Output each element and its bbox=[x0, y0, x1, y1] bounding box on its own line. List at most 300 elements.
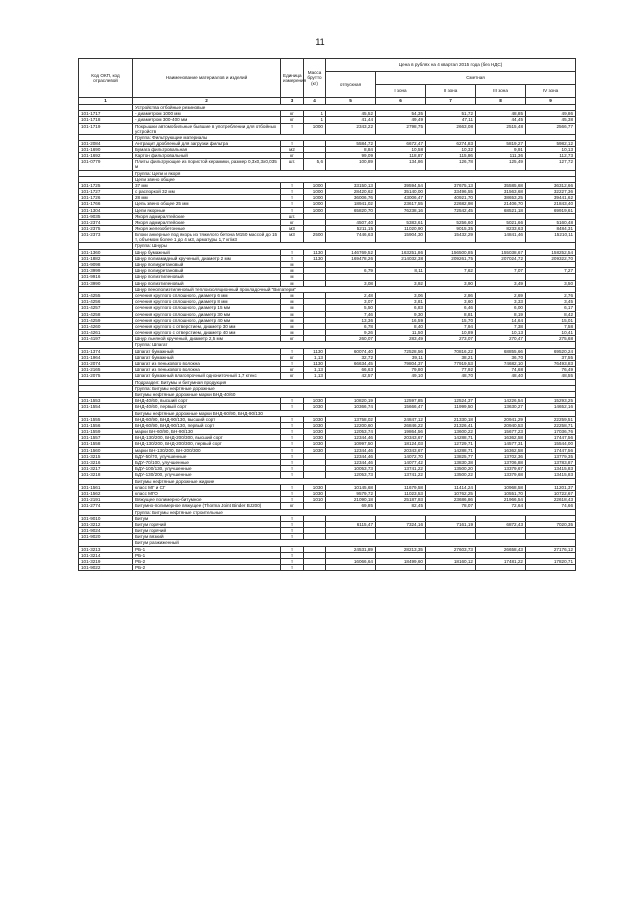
mass-cell: 1030 bbox=[304, 441, 326, 447]
zone-1-price-cell: 11,50 bbox=[376, 330, 426, 336]
zone-3-price-cell: 6,00 bbox=[476, 305, 526, 311]
zone-3-price-cell: 125,49 bbox=[476, 159, 526, 170]
zone-4-price-cell: 7,27 bbox=[526, 268, 576, 274]
mass-cell bbox=[304, 565, 326, 571]
release-price-cell: 6,79 bbox=[326, 268, 376, 274]
zone-3-price-cell: 14226,54 bbox=[476, 398, 526, 404]
mass-cell: 1030 bbox=[304, 422, 326, 428]
code-cell: 101-3219 bbox=[79, 559, 133, 565]
zone-4-price-cell: 8484,31 bbox=[526, 226, 576, 232]
release-price-cell: 60074,40 bbox=[326, 348, 376, 354]
zone-1-price-cell: 72528,56 bbox=[376, 348, 426, 354]
zone-3-price-cell: 21966,54 bbox=[476, 497, 526, 503]
name-cell: Бумага фильтровальная bbox=[133, 147, 281, 153]
zone-4-price-cell: 158252,54 bbox=[526, 249, 576, 255]
mass-cell: 1000 bbox=[304, 201, 326, 207]
name-cell: - диаметром 300-400 мм bbox=[133, 117, 281, 123]
code-cell: 101-1690 bbox=[79, 147, 133, 153]
code-cell: 101-9098 bbox=[79, 262, 133, 268]
zone-2-price-cell: 40921,70 bbox=[426, 195, 476, 201]
zone-1-price-cell: 6672,47 bbox=[376, 140, 426, 146]
zone-3-price-cell bbox=[476, 565, 526, 571]
zone-4-price-cell: 6,17 bbox=[526, 305, 576, 311]
code-cell: 101-1719 bbox=[79, 123, 133, 134]
name-cell: 28 мм bbox=[133, 195, 281, 201]
code-cell: 101-3999 bbox=[79, 268, 133, 274]
zone-3-price-cell: 48,40 bbox=[476, 373, 526, 379]
code-cell: 101-1555 bbox=[79, 416, 133, 422]
zone-3-price-cell: 13706,88 bbox=[476, 460, 526, 466]
zone-3-price-cell: 38653,25 bbox=[476, 195, 526, 201]
name-cell: марки БН-60/90, БН-90/130 bbox=[133, 429, 281, 435]
release-price-cell: 28420,62 bbox=[326, 189, 376, 195]
zone-4-price-cell: 127,72 bbox=[526, 159, 576, 170]
name-cell: Вяжущее полимерно-битумное bbox=[133, 497, 281, 503]
release-price-cell: 10053,73 bbox=[326, 466, 376, 472]
name-cell: Картон фильтровальный bbox=[133, 153, 281, 159]
mass-cell: 1000 bbox=[304, 207, 326, 213]
name-cell: Блоки анкерные под якорь из тяжелого бетона М150 массой до 15 т, объемом более 1 до 4 м3, арматуры 1,7 кг/м3 bbox=[133, 232, 281, 243]
header-release: отпускная bbox=[326, 72, 376, 98]
code-cell: 101-4258 bbox=[79, 311, 133, 317]
name-cell: Шпагат из пенькового волокна bbox=[133, 367, 281, 373]
name-cell: Шнур полиэтиленовый bbox=[133, 274, 281, 280]
zone-4-price-cell: 32227,36 bbox=[526, 189, 576, 195]
code-cell: 101-4257 bbox=[79, 305, 133, 311]
code-cell: 101-9010 bbox=[79, 515, 133, 521]
zone-3-price-cell: 48,85 bbox=[476, 111, 526, 117]
name-cell: - диаметром 1000 мм bbox=[133, 111, 281, 117]
zone-1-price-cell: 39594,54 bbox=[376, 182, 426, 188]
name-cell: Битумно-полимерное вяжущее (Thorma Joint Binder BJ200) bbox=[133, 503, 281, 509]
zone-3-price-cell: 13702,36 bbox=[476, 453, 526, 459]
release-price-cell: 12344,46 bbox=[326, 460, 376, 466]
release-price-cell: 3,08 bbox=[326, 280, 376, 286]
unit-cell: т bbox=[281, 189, 304, 195]
zone-1-price-cell: 6,83 bbox=[376, 305, 426, 311]
release-price-cell: 10145,68 bbox=[326, 484, 376, 490]
code-cell: 101-1553 bbox=[79, 398, 133, 404]
unit-cell: т bbox=[281, 534, 304, 540]
header-estimate: Сметная bbox=[376, 72, 576, 85]
name-cell: Битум горячий bbox=[133, 528, 281, 534]
mass-cell: 1000 bbox=[304, 123, 326, 134]
mass-cell: 1130 bbox=[304, 249, 326, 255]
name-cell: БНД-40/60, первый сорт bbox=[133, 404, 281, 410]
unit-cell: м bbox=[281, 280, 304, 286]
name-cell: РБ-1 bbox=[133, 552, 281, 558]
zone-1-price-cell: 43006,47 bbox=[376, 195, 426, 201]
column-index: 6 bbox=[376, 98, 426, 105]
name-cell: с распоркой 32 мм bbox=[133, 189, 281, 195]
zone-2-price-cell: 47,11 bbox=[426, 117, 476, 123]
code-cell: 101-3215 bbox=[79, 453, 133, 459]
unit-cell: м2 bbox=[281, 147, 304, 153]
page-number: 11 bbox=[315, 37, 325, 47]
unit-cell: т bbox=[281, 429, 304, 435]
zone-1-price-cell: 23617,55 bbox=[376, 201, 426, 207]
zone-3-price-cell: 111,36 bbox=[476, 153, 526, 159]
release-price-cell: 21090,18 bbox=[326, 497, 376, 503]
zone-4-price-cell: 10722,67 bbox=[526, 490, 576, 496]
group-heading: Битумы нефтяные дорожные жидкие bbox=[133, 478, 576, 484]
zone-2-price-cell: 273,07 bbox=[426, 336, 476, 342]
zone-3-price-cell: 13379,67 bbox=[476, 466, 526, 472]
code-cell: 101-1718 bbox=[79, 117, 133, 123]
release-price-cell: 5584,72 bbox=[326, 140, 376, 146]
unit-cell: м3 bbox=[281, 232, 304, 243]
header-zone-3: III зона bbox=[476, 85, 526, 98]
code-cell: 101-1560 bbox=[79, 447, 133, 453]
group-heading: Группа: Битумы нефтяные строительные bbox=[133, 509, 576, 515]
code-cell: 101-1725 bbox=[79, 182, 133, 188]
zone-2-price-cell: 15432,29 bbox=[426, 232, 476, 243]
name-cell: класс МГО bbox=[133, 490, 281, 496]
zone-2-price-cell: 77,92 bbox=[426, 367, 476, 373]
unit-cell: т bbox=[281, 416, 304, 422]
name-cell: Шпагат из пенькового волокна bbox=[133, 361, 281, 367]
zone-2-price-cell: 9015,35 bbox=[426, 226, 476, 232]
name-cell: Цепь звено общее 25 мм bbox=[133, 201, 281, 207]
zone-3-price-cell: 5819,27 bbox=[476, 140, 526, 146]
zone-3-price-cell: 74,68 bbox=[476, 367, 526, 373]
unit-cell: кг bbox=[281, 373, 304, 379]
unit-cell: т bbox=[281, 552, 304, 558]
zone-1-price-cell bbox=[376, 565, 426, 571]
mass-cell: 1030 bbox=[304, 429, 326, 435]
release-price-cell: 33150,13 bbox=[326, 182, 376, 188]
name-cell: Битум горячий bbox=[133, 521, 281, 527]
zone-2-price-cell: 21326,41 bbox=[426, 422, 476, 428]
zone-1-price-cell: 14072,70 bbox=[376, 453, 426, 459]
zone-3-price-cell: 8,19 bbox=[476, 311, 526, 317]
zone-4-price-cell: 39441,62 bbox=[526, 195, 576, 201]
release-price-cell: 2,48 bbox=[326, 292, 376, 298]
zone-4-price-cell: 2566,77 bbox=[526, 123, 576, 134]
zone-4-price-cell: 22258,71 bbox=[526, 422, 576, 428]
name-cell: сечения круглого сплошного, диаметр 6 мм bbox=[133, 292, 281, 298]
unit-cell: т bbox=[281, 441, 304, 447]
mass-cell: 5,6 bbox=[304, 159, 326, 170]
release-price-cell: 260,07 bbox=[326, 336, 376, 342]
unit-cell: т bbox=[281, 528, 304, 534]
name-cell: БНД-60/90, БНД-90/130, высший сорт bbox=[133, 416, 281, 422]
code-cell: 101-3218 bbox=[79, 472, 133, 478]
unit-cell: кг bbox=[281, 111, 304, 117]
release-price-cell: 5211,15 bbox=[326, 226, 376, 232]
table-row bbox=[79, 565, 576, 571]
code-cell: 101-2165 bbox=[79, 367, 133, 373]
release-price-cell bbox=[326, 565, 376, 571]
unit-cell: кг bbox=[281, 117, 304, 123]
unit-cell: т bbox=[281, 559, 304, 565]
zone-3-price-cell: 13630,27 bbox=[476, 404, 526, 410]
group-heading: Группа: Шнуры bbox=[133, 243, 576, 249]
code-cell: 101-4260 bbox=[79, 323, 133, 329]
code-cell: 101-2075 bbox=[79, 373, 133, 379]
release-price-cell: 8,84 bbox=[326, 147, 376, 153]
name-cell: Шпагат бумажный влагопрочный однониточный 1,7 ктекс bbox=[133, 373, 281, 379]
zone-3-price-cell: 31563,68 bbox=[476, 189, 526, 195]
group-heading: Цепи звено общее bbox=[133, 176, 576, 182]
code-cell: 101-3213 bbox=[79, 546, 133, 552]
zone-2-price-cell: 6274,83 bbox=[426, 140, 476, 146]
unit-cell: т bbox=[281, 123, 304, 134]
zone-3-price-cell: 207024,72 bbox=[476, 255, 526, 261]
unit-cell: м bbox=[281, 274, 304, 280]
code-cell: 101-2373 bbox=[79, 232, 133, 243]
code-cell: 101-0779 bbox=[79, 159, 133, 170]
zone-1-price-cell: 14077,42 bbox=[376, 460, 426, 466]
zone-3-price-cell: 44,45 bbox=[476, 117, 526, 123]
name-cell: Битум bbox=[133, 515, 281, 521]
zone-3-price-cell: 16362,58 bbox=[476, 447, 526, 453]
name-cell: БНД-60/90, БНД-90/130, первый сорт bbox=[133, 422, 281, 428]
code-cell: 101-9020 bbox=[79, 534, 133, 540]
zone-4-price-cell: 17447,56 bbox=[526, 447, 576, 453]
release-price-cell: 66,63 bbox=[326, 367, 376, 373]
name-cell: РБ-1 bbox=[133, 546, 281, 552]
zone-2-price-cell bbox=[426, 565, 476, 571]
table-row bbox=[79, 232, 576, 243]
zone-1-price-cell: 20343,67 bbox=[376, 447, 426, 453]
code-cell: 101-1561 bbox=[79, 484, 133, 490]
zone-1-price-cell: 26846,22 bbox=[376, 422, 426, 428]
name-cell: Шнур бумажный bbox=[133, 249, 281, 255]
zone-2-price-cell: 22682,98 bbox=[426, 201, 476, 207]
unit-cell: кг bbox=[281, 367, 304, 373]
code-cell: 101-1554 bbox=[79, 404, 133, 410]
zone-4-price-cell bbox=[526, 565, 576, 571]
mass-cell: 1,13 bbox=[304, 373, 326, 379]
header-name: Наименование материалов и изделий bbox=[133, 59, 281, 98]
zone-2-price-cell: 33496,55 bbox=[426, 189, 476, 195]
unit-cell: т bbox=[281, 447, 304, 453]
zone-4-price-cell: 48,55 bbox=[526, 373, 576, 379]
zone-4-price-cell: 7,58 bbox=[526, 323, 576, 329]
zone-2-price-cell: 23686,86 bbox=[426, 497, 476, 503]
zone-2-price-cell: 13500,22 bbox=[426, 472, 476, 478]
release-price-cell: 12200,60 bbox=[326, 422, 376, 428]
mass-cell: 1 bbox=[304, 111, 326, 117]
name-cell: Антрацит дробленый для загрузки фильтра bbox=[133, 140, 281, 146]
code-cell: 101-1692 bbox=[79, 153, 133, 159]
zone-4-price-cell: 13415,83 bbox=[526, 472, 576, 478]
zone-4-price-cell: 17447,56 bbox=[526, 435, 576, 441]
zone-3-price-cell: 14841,46 bbox=[476, 232, 526, 243]
mass-cell: 1030 bbox=[304, 490, 326, 496]
zone-1-price-cell: 18124,03 bbox=[376, 441, 426, 447]
zone-1-price-cell: 214032,38 bbox=[376, 255, 426, 261]
unit-cell: т bbox=[281, 404, 304, 410]
code-cell: 101-4256 bbox=[79, 299, 133, 305]
zone-3-price-cell: 17481,22 bbox=[476, 559, 526, 565]
code-cell: 101-3216 bbox=[79, 460, 133, 466]
zone-1-price-cell: 283,49 bbox=[376, 336, 426, 342]
zone-3-price-cell: 35585,68 bbox=[476, 182, 526, 188]
code-cell: 101-1557 bbox=[79, 435, 133, 441]
unit-cell: т bbox=[281, 515, 304, 521]
release-price-cell: 10820,19 bbox=[326, 398, 376, 404]
table-row bbox=[79, 159, 576, 170]
zone-3-price-cell: 14577,31 bbox=[476, 441, 526, 447]
column-index: 8 bbox=[476, 98, 526, 105]
zone-4-price-cell: 5160,48 bbox=[526, 220, 576, 226]
code-cell: 101-1360 bbox=[79, 249, 133, 255]
zone-1-price-cell: 25187,93 bbox=[376, 497, 426, 503]
zone-4-price-cell: 36312,66 bbox=[526, 182, 576, 188]
release-price-cell: 32,72 bbox=[326, 354, 376, 360]
unit-cell: т bbox=[281, 195, 304, 201]
name-cell: БДУ-70/100, улучшенные bbox=[133, 460, 281, 466]
code-cell: 101-1717 bbox=[79, 111, 133, 117]
column-index: 1 bbox=[79, 98, 133, 105]
column-index: 7 bbox=[426, 98, 476, 105]
column-index: 3 bbox=[281, 98, 304, 105]
unit-cell: т bbox=[281, 422, 304, 428]
zone-1-price-cell: 79,80 bbox=[376, 367, 426, 373]
zone-2-price-cell: 14288,71 bbox=[426, 435, 476, 441]
zone-1-price-cell: 76238,16 bbox=[376, 207, 426, 213]
name-cell: сечения круглого сплошного, диаметр 40 мм bbox=[133, 317, 281, 323]
release-price-cell: 12344,46 bbox=[326, 453, 376, 459]
code-cell: 101-4255 bbox=[79, 292, 133, 298]
zone-4-price-cell: 14652,16 bbox=[526, 404, 576, 410]
price-table bbox=[78, 58, 576, 571]
zone-4-price-cell: 13779,35 bbox=[526, 453, 576, 459]
release-price-cell: 9,26 bbox=[326, 330, 376, 336]
zone-1-price-cell: 163251,86 bbox=[376, 249, 426, 255]
zone-4-price-cell: 74,66 bbox=[526, 503, 576, 509]
unit-cell: м bbox=[281, 323, 304, 329]
name-cell: Шнур полиамидный крученый, диаметр 2 мм bbox=[133, 255, 281, 261]
release-price-cell: 10366,74 bbox=[326, 404, 376, 410]
zone-2-price-cell: 48,70 bbox=[426, 373, 476, 379]
zone-1-price-cell: 118,87 bbox=[376, 153, 426, 159]
zone-3-price-cell: 15677,23 bbox=[476, 429, 526, 435]
zone-4-price-cell: 45,38 bbox=[526, 117, 576, 123]
name-cell: Битум вязкий bbox=[133, 534, 281, 540]
unit-cell: т bbox=[281, 207, 304, 213]
group-heading: Шнур пенополиэтиленовый теплоизоляционный прокладочный "Вилатерм" bbox=[133, 286, 576, 292]
unit-cell: кг bbox=[281, 153, 304, 159]
code-cell: 101-4259 bbox=[79, 317, 133, 323]
unit-cell: т bbox=[281, 484, 304, 490]
group-heading: Устройства отбойные резиновые bbox=[133, 105, 576, 111]
zone-3-price-cell: 5021,66 bbox=[476, 220, 526, 226]
zone-2-price-cell: 126,78 bbox=[426, 159, 476, 170]
release-price-cell: 100,89 bbox=[326, 159, 376, 170]
zone-4-price-cell: 5982,12 bbox=[526, 140, 576, 146]
zone-1-price-cell: 11679,58 bbox=[376, 484, 426, 490]
mass-cell: 1030 bbox=[304, 416, 326, 422]
mass-cell: 1,13 bbox=[304, 354, 326, 360]
unit-cell: т bbox=[281, 472, 304, 478]
zone-4-price-cell: 37,55 bbox=[526, 354, 576, 360]
zone-1-price-cell: 11023,53 bbox=[376, 490, 426, 496]
zone-2-price-cell: 77919,53 bbox=[426, 361, 476, 367]
zone-2-price-cell: 6,46 bbox=[426, 305, 476, 311]
zone-1-price-cell: 3,81 bbox=[376, 299, 426, 305]
release-price-cell: 10997,50 bbox=[326, 441, 376, 447]
unit-cell: т bbox=[281, 348, 304, 354]
zone-1-price-cell: 2798,75 bbox=[376, 123, 426, 134]
code-cell: 101-2774 bbox=[79, 503, 133, 509]
header-unit: Единица измерения bbox=[281, 59, 304, 98]
zone-1-price-cell: 3,92 bbox=[376, 280, 426, 286]
unit-cell: т bbox=[281, 398, 304, 404]
name-cell: Шпагат бумажный bbox=[133, 354, 281, 360]
name-cell: 37 мм bbox=[133, 182, 281, 188]
unit-cell: т bbox=[281, 565, 304, 571]
zone-4-price-cell: 3,45 bbox=[526, 299, 576, 305]
code-cell: 101-2084 bbox=[79, 140, 133, 146]
mass-cell: 1,13 bbox=[304, 367, 326, 373]
unit-cell: м bbox=[281, 317, 304, 323]
zone-1-price-cell: 5383,61 bbox=[376, 220, 426, 226]
name-cell: Покрышки автомобильные бывшие в употреблении для отбойных устройств bbox=[133, 123, 281, 134]
code-cell: 101-1964 bbox=[79, 354, 133, 360]
zone-3-price-cell: 2,69 bbox=[476, 292, 526, 298]
zone-1-price-cell: 39,11 bbox=[376, 354, 426, 360]
code-cell: 101-9916 bbox=[79, 274, 133, 280]
unit-cell: м bbox=[281, 292, 304, 298]
zone-2-price-cell: 3,60 bbox=[426, 299, 476, 305]
release-price-cell: 65820,70 bbox=[326, 207, 376, 213]
zone-1-price-cell: 11020,90 bbox=[376, 226, 426, 232]
zone-3-price-cell: 72,64 bbox=[476, 503, 526, 509]
name-cell: Шнур полиэтиленовый bbox=[133, 280, 281, 286]
code-cell: 101-2374 bbox=[79, 220, 133, 226]
zone-4-price-cell: 13415,83 bbox=[526, 466, 576, 472]
group-heading: Битум разжиженный bbox=[133, 540, 576, 546]
code-cell: 101-4261 bbox=[79, 330, 133, 336]
release-price-cell: 99,09 bbox=[326, 153, 376, 159]
zone-2-price-cell: 11999,50 bbox=[426, 404, 476, 410]
zone-2-price-cell: 10,89 bbox=[426, 330, 476, 336]
code-cell: 101-3212 bbox=[79, 521, 133, 527]
name-cell: сечения круглого сплошного, диаметр 30 мм bbox=[133, 311, 281, 317]
unit-cell: м3 bbox=[281, 226, 304, 232]
release-price-cell: 12344,46 bbox=[326, 435, 376, 441]
unit-cell: шт. bbox=[281, 213, 304, 219]
header-code: Код ОКП, код отраслевой bbox=[79, 59, 133, 98]
zone-1-price-cell: 82,45 bbox=[376, 503, 426, 509]
zone-3-price-cell: 270,47 bbox=[476, 336, 526, 342]
mass-cell: 1000 bbox=[304, 195, 326, 201]
header-mass: Масса брутто (кг) bbox=[304, 59, 326, 98]
release-price-cell: 7,46 bbox=[326, 311, 376, 317]
name-cell: Шнур полиуретановый bbox=[133, 262, 281, 268]
zone-2-price-cell: 18160,12 bbox=[426, 559, 476, 565]
zone-2-price-cell: 12729,71 bbox=[426, 441, 476, 447]
zone-2-price-cell: 7,62 bbox=[426, 268, 476, 274]
table-row bbox=[79, 123, 576, 134]
zone-2-price-cell: 21330,18 bbox=[426, 416, 476, 422]
zone-4-price-cell: 76,49 bbox=[526, 367, 576, 373]
release-price-cell: 36006,76 bbox=[326, 195, 376, 201]
release-price-cell: 66634,45 bbox=[326, 361, 376, 367]
zone-3-price-cell: 6872,43 bbox=[476, 521, 526, 527]
release-price-cell: 12053,74 bbox=[326, 429, 376, 435]
unit-cell: кг bbox=[281, 354, 304, 360]
zone-4-price-cell: 11201,37 bbox=[526, 484, 576, 490]
zone-4-price-cell: 76493,83 bbox=[526, 361, 576, 367]
code-cell: 101-2191 bbox=[79, 497, 133, 503]
zone-2-price-cell: 51,72 bbox=[426, 111, 476, 117]
header-zone-1: I зона bbox=[376, 85, 426, 98]
release-price-cell: 5,50 bbox=[326, 305, 376, 311]
